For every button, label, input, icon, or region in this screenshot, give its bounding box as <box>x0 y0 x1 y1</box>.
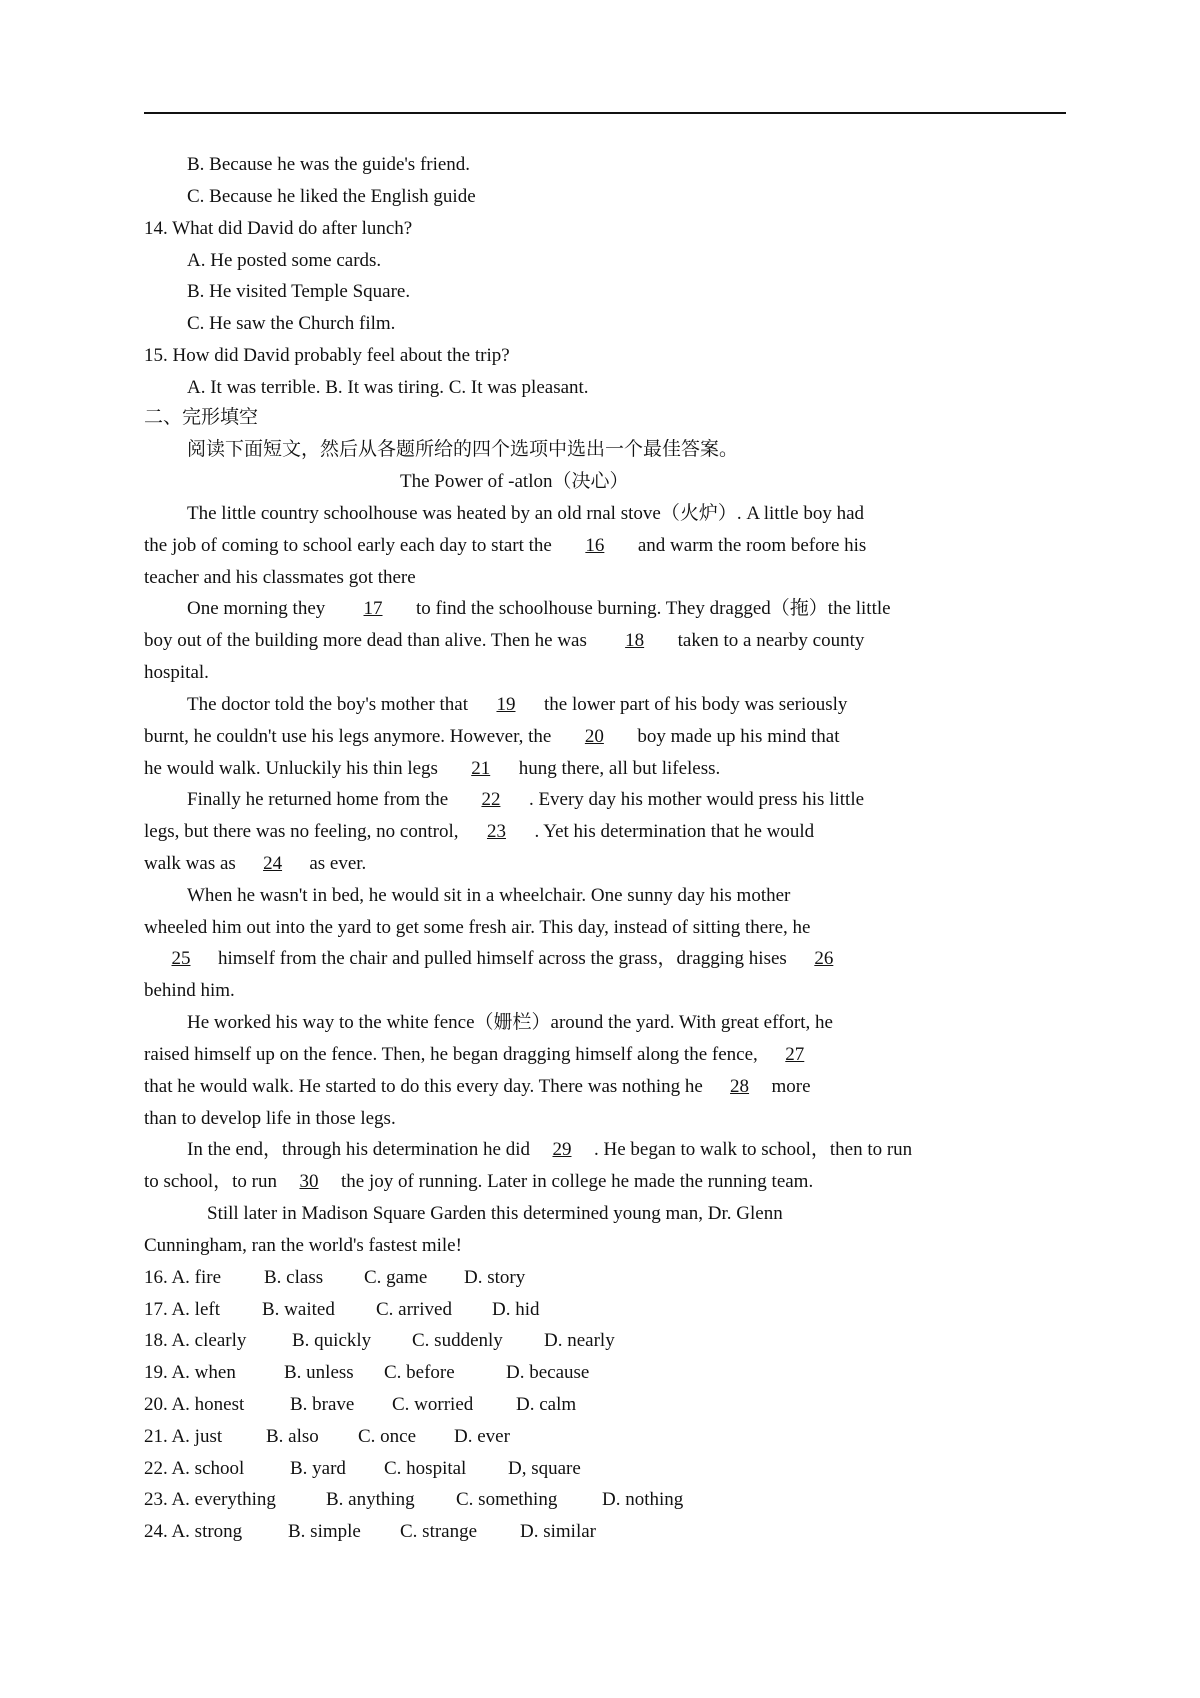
option-d: D. ever <box>454 1426 510 1447</box>
passage-text: hung there, all but lifeless. <box>518 758 721 779</box>
passage-line: Cunningham, ran the world's fastest mile! <box>144 1235 462 1256</box>
option-b: B. brave <box>290 1394 355 1415</box>
passage-text: to find the schoolhouse burning. They dragged（拖）the little <box>416 598 891 619</box>
option-c: C. game <box>364 1267 428 1288</box>
passage-text: and warm the room before his <box>637 535 867 556</box>
blank-23: 23 <box>486 821 506 842</box>
option-b: B. unless <box>284 1362 354 1383</box>
passage-text: . Every day his mother would press his little <box>528 789 865 810</box>
passage-line <box>144 629 864 653</box>
passage-text: boy made up his mind that <box>637 726 840 747</box>
passage-text: the lower part of his body was seriously <box>543 694 848 715</box>
blank-27: 27 <box>785 1044 805 1065</box>
blank-17: 17 <box>363 598 383 619</box>
option-a: 21. A. just <box>144 1426 223 1447</box>
passage-title: The Power of -atlon（决心） <box>400 471 629 492</box>
q15-options: A. It was terrible. B. It was tiring. C. It was pleasant. <box>187 377 589 398</box>
blank-16: 16 <box>585 535 605 556</box>
passage-line: behind him. <box>144 980 235 1001</box>
passage-line: He worked his way to the white fence（姗栏）around the yard. With great effort, he <box>187 1012 833 1033</box>
blank-24: 24 <box>263 853 283 874</box>
passage-text: walk was as <box>144 853 241 874</box>
q14-option-a: A. He posted some cards. <box>187 250 382 271</box>
option-d: D. because <box>506 1362 590 1383</box>
option-c: C. arrived <box>376 1299 452 1320</box>
option-a: 19. A. when <box>144 1362 236 1383</box>
option-c: C. suddenly <box>412 1330 503 1351</box>
option-c: C. worried <box>392 1394 474 1415</box>
blank-25: 25 <box>171 948 191 969</box>
passage-line <box>144 947 861 971</box>
passage-text: the joy of running. Later in college he made the running team. <box>341 1171 814 1192</box>
passage-line <box>144 725 840 749</box>
passage-line: When he wasn't in bed, he would sit in a wheelchair. One sunny day his mother <box>187 885 791 906</box>
passage-text: . Yet his determination that he would <box>534 821 815 842</box>
q13-option-c: C. Because he liked the English guide <box>187 186 476 207</box>
blank-22: 22 <box>481 789 501 810</box>
passage-text: . He began to walk to school，then to run <box>593 1139 913 1160</box>
passage-text: the job of coming to school early each day to start the <box>144 535 552 556</box>
option-b: B. class <box>264 1267 324 1288</box>
option-c: C. something <box>456 1489 558 1510</box>
passage-text: The doctor told the boy's mother that <box>187 694 468 715</box>
passage-line: Still later in Madison Square Garden this determined young man, Dr. Glenn <box>207 1203 783 1224</box>
passage-line <box>144 820 814 844</box>
option-d: D. nothing <box>602 1489 684 1510</box>
option-a: 17. A. left <box>144 1299 220 1320</box>
passage-text: more <box>771 1076 811 1097</box>
option-c: C. hospital <box>384 1458 467 1479</box>
option-b: B. also <box>266 1426 319 1447</box>
option-a: 20. A. honest <box>144 1394 245 1415</box>
passage-line <box>187 1138 912 1162</box>
passage-text: One morning they <box>187 598 331 619</box>
option-b: B. yard <box>290 1458 346 1479</box>
passage-text: Finally he returned home from the <box>187 789 453 810</box>
q13-option-b: B. Because he was the guide's friend. <box>187 154 471 175</box>
option-a: 22. A. school <box>144 1458 245 1479</box>
passage-line: wheeled him out into the yard to get some fresh air. This day, instead of sitting there, he <box>144 917 811 938</box>
passage-text: he would walk. Unluckily his thin legs <box>144 758 443 779</box>
blank-30: 30 <box>299 1171 319 1192</box>
blank-28: 28 <box>730 1076 750 1097</box>
option-c: C. before <box>384 1362 455 1383</box>
passage-text: In the end，through his determination he did <box>187 1139 530 1160</box>
passage-line <box>187 788 864 812</box>
passage-text: himself from the chair and pulled himself across the grass，dragging hises <box>218 948 787 969</box>
section-heading: 二、完形填空 <box>144 407 259 428</box>
passage-line: hospital. <box>144 662 209 683</box>
q15-question: 15. How did David probably feel about the trip? <box>144 345 510 366</box>
blank-21: 21 <box>471 758 491 779</box>
option-b: B. anything <box>326 1489 415 1510</box>
blank-20: 20 <box>584 726 604 747</box>
q14-option-c: C. He saw the Church film. <box>187 313 396 334</box>
option-b: B. waited <box>262 1299 335 1320</box>
option-d: D. similar <box>520 1521 596 1542</box>
option-a: 16. A. fire <box>144 1267 222 1288</box>
passage-line <box>144 1043 832 1067</box>
passage-line <box>187 693 847 717</box>
passage-line <box>187 597 891 621</box>
passage-text: raised himself up on the fence. Then, he began dragging himself along the fence, <box>144 1044 758 1065</box>
passage-text: burnt, he couldn't use his legs anymore. However, the <box>144 726 552 747</box>
q14-option-b: B. He visited Temple Square. <box>187 281 411 302</box>
option-c: C. strange <box>400 1521 478 1542</box>
option-b: B. quickly <box>292 1330 372 1351</box>
passage-line: The little country schoolhouse was heated by an old rnal stove（火炉）. A little boy had <box>187 503 865 524</box>
passage-text: legs, but there was no feeling, no control, <box>144 821 459 842</box>
passage-text: that he would walk. He started to do this every day. There was nothing he <box>144 1076 708 1097</box>
blank-19: 19 <box>496 694 516 715</box>
blank-18: 18 <box>625 630 645 651</box>
option-a: 23. A. everything <box>144 1489 276 1510</box>
passage-text: taken to a nearby county <box>677 630 865 651</box>
header-rule <box>144 112 1066 114</box>
passage-line <box>144 1170 813 1194</box>
blank-26: 26 <box>814 948 834 969</box>
option-a: 18. A. clearly <box>144 1330 247 1351</box>
option-d: D. nearly <box>544 1330 615 1351</box>
passage-line: than to develop life in those legs. <box>144 1108 396 1129</box>
passage-text: to school，to run <box>144 1171 277 1192</box>
q14-question: 14. What did David do after lunch? <box>144 218 413 239</box>
option-d: D. story <box>464 1267 526 1288</box>
passage-line <box>144 757 720 781</box>
passage-line: teacher and his classmates got there <box>144 567 416 588</box>
passage-line <box>144 852 366 876</box>
blank-29: 29 <box>552 1139 572 1160</box>
option-b: B. simple <box>288 1521 361 1542</box>
option-a: 24. A. strong <box>144 1521 243 1542</box>
option-d: D, square <box>508 1458 581 1479</box>
option-d: D. hid <box>492 1299 540 1320</box>
passage-line <box>144 1075 811 1099</box>
passage-text: boy out of the building more dead than alive. Then he was <box>144 630 592 651</box>
section-instruction: 阅读下面短文，然后从各题所给的四个选项中选出一个最佳答案。 <box>187 439 739 460</box>
option-d: D. calm <box>516 1394 577 1415</box>
passage-text: as ever. <box>304 853 367 874</box>
passage-line <box>144 534 866 558</box>
option-c: C. once <box>358 1426 417 1447</box>
